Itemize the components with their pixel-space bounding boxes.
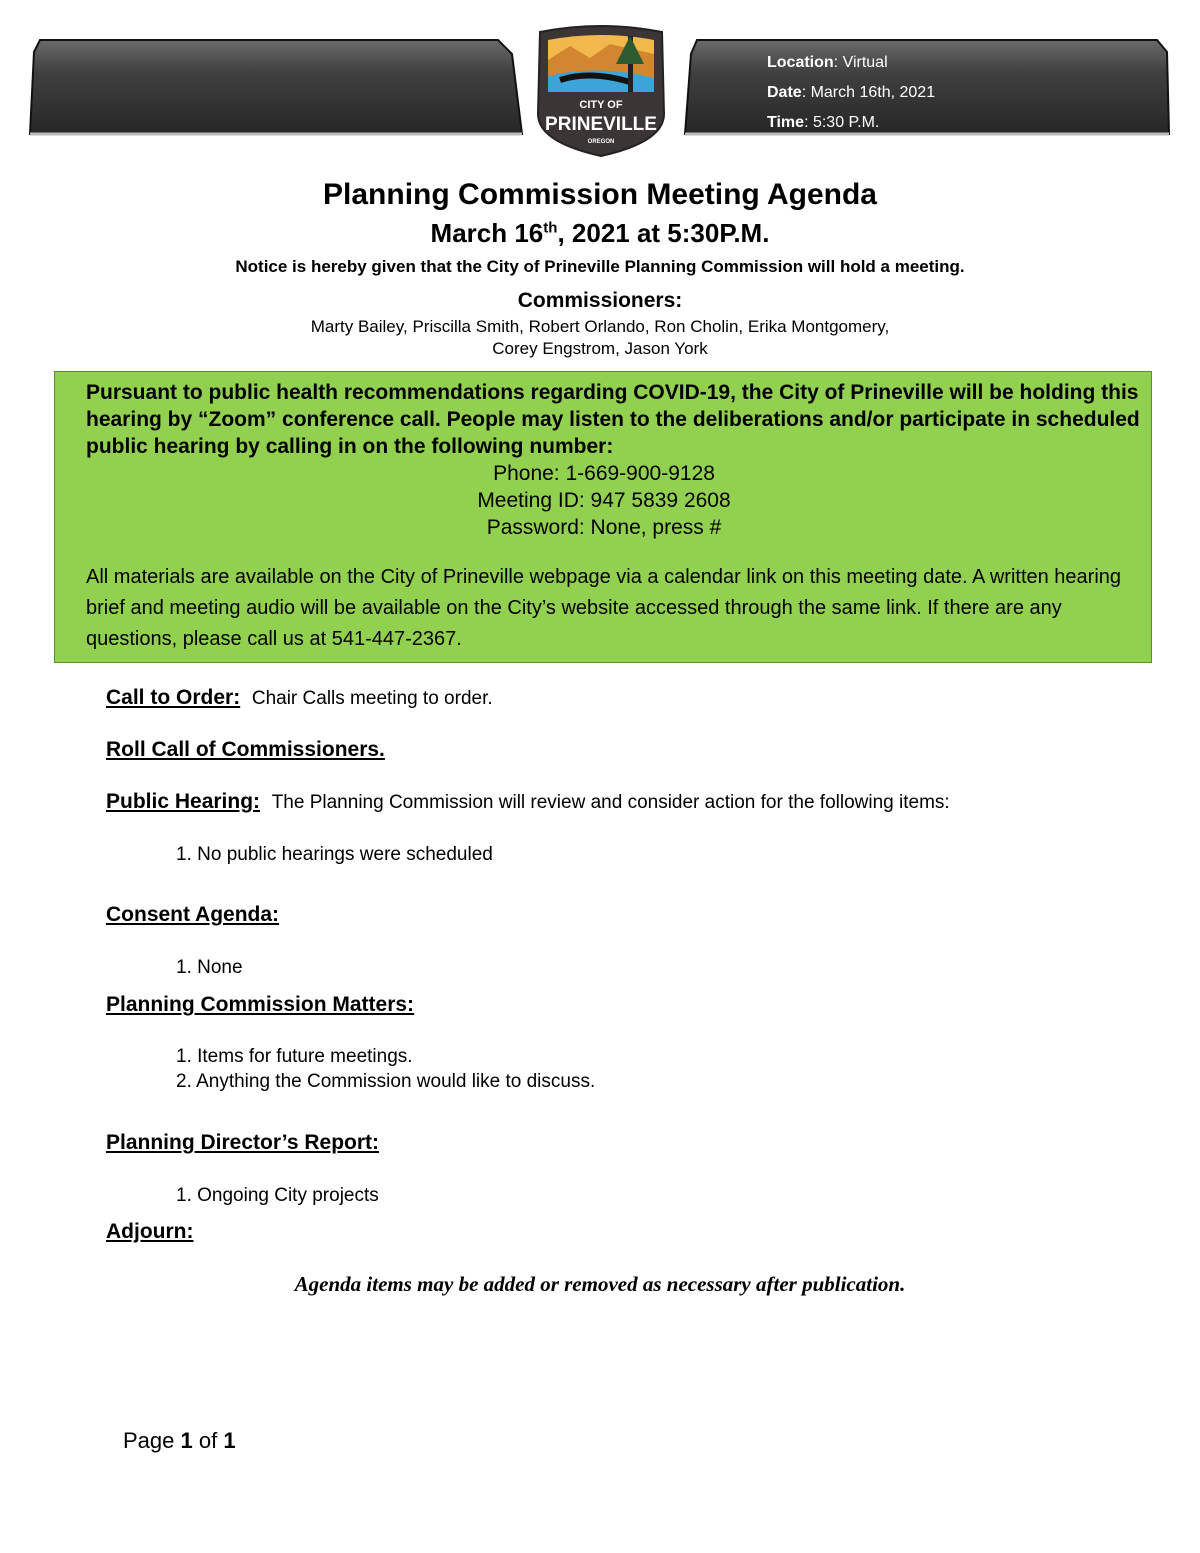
adjourn-section bbox=[106, 1220, 193, 1244]
agenda-disclaimer: Agenda items may be added or removed as necessary after publication. bbox=[294, 1272, 906, 1296]
commissioners-list bbox=[0, 316, 1200, 360]
subtitle-date: March 16 bbox=[430, 218, 544, 248]
page-prefix: Page bbox=[123, 1428, 181, 1453]
page-middle: of bbox=[192, 1428, 224, 1453]
covid-notice-text: Pursuant to public health recommendations regarding COVID-19, the City of Prineville will be holding this hearing by “Zoom” conference call. People may listen to the deliberations and/or participate in scheduled public hearing by calling in on the following number: bbox=[86, 381, 1140, 458]
commissioners-heading: Commissioners: bbox=[517, 289, 683, 312]
commission-matters-heading: Planning Commission Matters: bbox=[106, 993, 415, 1016]
subtitle-time: , 2021 at 5:30P.M. bbox=[557, 218, 770, 248]
meeting-notice: Notice is hereby given that the City of Prineville Planning Commission will hold a meeting. bbox=[235, 257, 965, 276]
meeting-id: Meeting ID: 947 5839 2608 bbox=[477, 489, 731, 512]
phone-number: Phone: 1-669-900-9128 bbox=[493, 462, 715, 485]
consent-agenda-heading: Consent Agenda: bbox=[106, 903, 280, 926]
time-label: Time bbox=[767, 114, 805, 131]
logo-state: OREGON bbox=[587, 139, 615, 145]
commission-matters-section bbox=[106, 993, 414, 1017]
date-value: : March 16th, 2021 bbox=[801, 84, 936, 101]
header-banner-right bbox=[683, 38, 1171, 138]
commissioners-line: Corey Engstrom, Jason York bbox=[492, 339, 708, 358]
director-report-heading: Planning Director’s Report: bbox=[106, 1131, 380, 1154]
city-logo bbox=[530, 24, 672, 158]
location-line bbox=[767, 48, 935, 78]
roll-call-heading: Roll Call of Commissioners. bbox=[106, 738, 385, 761]
page-current: 1 bbox=[180, 1428, 193, 1453]
date-line bbox=[767, 78, 935, 108]
call-to-order-section bbox=[106, 686, 493, 710]
subtitle-ordinal: th bbox=[543, 219, 558, 237]
call-in-details bbox=[55, 460, 1153, 541]
adjourn-heading: Adjourn: bbox=[106, 1220, 194, 1243]
director-report-section bbox=[106, 1131, 379, 1155]
public-hearing-section bbox=[106, 790, 950, 814]
page-number bbox=[123, 1428, 236, 1454]
page-total: 1 bbox=[223, 1428, 236, 1453]
consent-agenda-section bbox=[106, 903, 279, 927]
list-item: 2. Anything the Commission would like to discuss. bbox=[176, 1071, 596, 1092]
meeting-date-heading bbox=[0, 218, 1200, 249]
meeting-info bbox=[767, 48, 935, 138]
list-item: 1. No public hearings were scheduled bbox=[176, 844, 493, 865]
list-item: 1. None bbox=[176, 957, 243, 978]
location-label: Location bbox=[767, 54, 834, 71]
time-line bbox=[767, 108, 935, 138]
list-item: 1. Ongoing City projects bbox=[176, 1185, 379, 1206]
date-label: Date bbox=[767, 84, 802, 101]
covid-notice-box bbox=[54, 371, 1152, 663]
call-to-order-text: Chair Calls meeting to order. bbox=[251, 688, 493, 709]
logo-city-of: CITY OF bbox=[579, 99, 623, 111]
header-banner-left bbox=[28, 38, 524, 138]
meeting-password: Password: None, press # bbox=[486, 516, 722, 539]
commissioners-line: Marty Bailey, Priscilla Smith, Robert Orlando, Ron Cholin, Erika Montgomery, bbox=[310, 317, 890, 336]
public-hearing-heading: Public Hearing: bbox=[106, 790, 261, 813]
roll-call-section bbox=[106, 738, 385, 762]
location-value: : Virtual bbox=[833, 54, 888, 71]
page-title: Planning Commission Meeting Agenda bbox=[323, 178, 877, 211]
materials-info: All materials are available on the City of Prineville webpage via a calendar link on this meeting date. A written hearing brief and meeting audio will be available on the City’s website accessed through the same link. If there are any questions, please call us at 541-447-2367. bbox=[86, 566, 1122, 650]
time-value: : 5:30 P.M. bbox=[804, 114, 880, 131]
call-to-order-heading: Call to Order: bbox=[106, 686, 241, 709]
logo-name: PRINEVILLE bbox=[545, 114, 657, 135]
public-hearing-text: The Planning Commission will review and consider action for the following items: bbox=[271, 792, 950, 813]
list-item: 1. Items for future meetings. bbox=[176, 1046, 413, 1067]
